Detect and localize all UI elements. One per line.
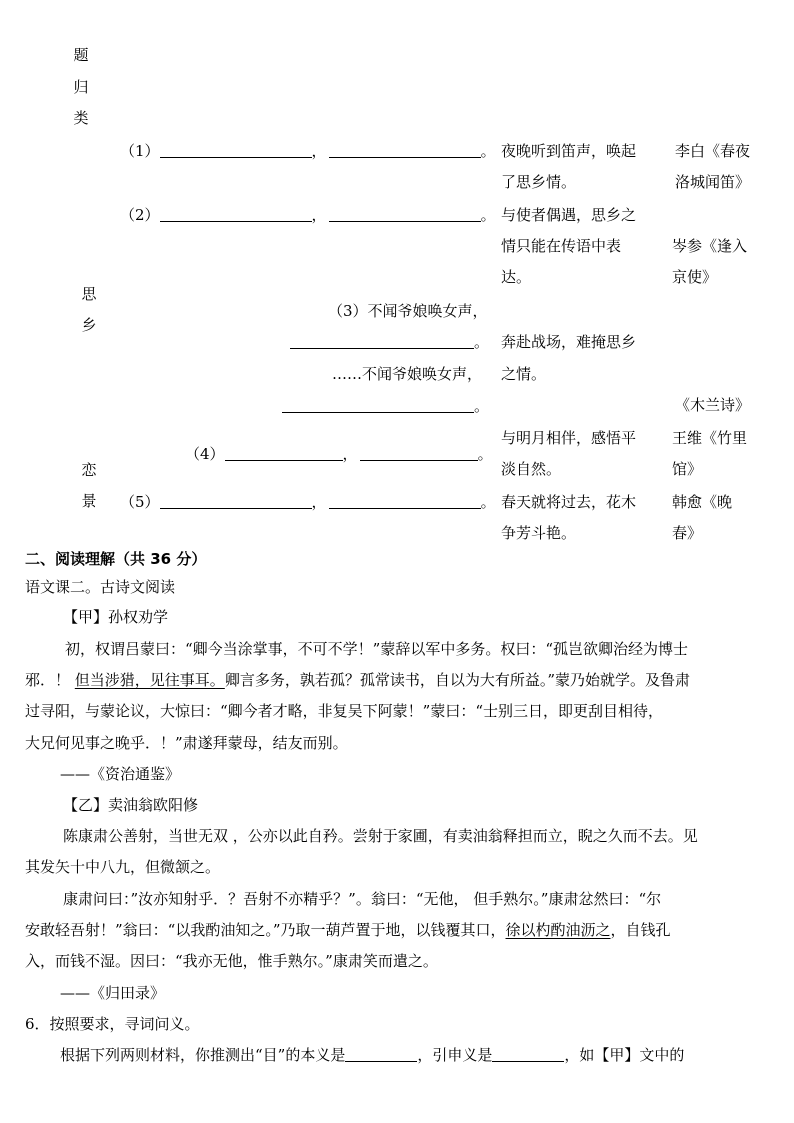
passage-yi-line-3: 康肃问曰：”汝亦知射乎．？吾射不亦精乎？”。翁曰：“无他， 但手熟尔。”康肃忿然曰：“尔	[63, 890, 662, 908]
row-1-meaning-line-1: 夜晚听到笛声，唤起	[501, 142, 637, 160]
row-2-meaning-line-2: 情只能在传语中表	[501, 237, 622, 255]
passage-yi-line-4	[25, 920, 671, 940]
row-1-comma: ，	[311, 142, 327, 160]
passage-jia-line-1: 初，权谓吕蒙曰：“卿今当涂掌事，不可不学！”蒙辞以军中多务。权曰：“孤岂欲卿治经为博士	[65, 640, 689, 658]
row-3-line-4	[282, 396, 489, 416]
row-3-text-2: ……不闻爷娘唤女声，	[332, 365, 483, 383]
question-6-text-part-1: 根据下列两则材料，你推测出“目”的本义是	[60, 1046, 346, 1064]
row-1-fill-line	[120, 141, 496, 161]
row-5-meaning-line-2: 争芳斗艳。	[501, 524, 577, 542]
row-4-source-line-1: 王维《竹里	[672, 429, 748, 447]
row-1-source-line-1: 李白《春夜	[675, 142, 751, 160]
category-label-tigui-2: 归	[73, 78, 89, 96]
question-6-blank-1[interactable]	[345, 1046, 417, 1062]
category-label-tigui-3: 类	[73, 109, 89, 127]
row-1-source-line-2: 洛城闻笛》	[675, 173, 751, 191]
row-2-blank-2[interactable]	[329, 206, 481, 222]
passage-jia-title: 【甲】孙权劝学	[63, 608, 169, 626]
category-label-sixiang-2: 乡	[81, 316, 97, 334]
passage-jia-line-3: 过寻阳，与蒙论议，大惊曰：“卿今者才略，非复吴下阿蒙！”蒙曰：“士别三日，即更刮目相待，	[25, 702, 664, 720]
passage-yi-line-4-start: 安敢轻吾射！”翁曰：“以我酌油知之。”乃取一葫芦置于地，以钱覆其口，	[25, 921, 506, 939]
row-2-number: （2）	[120, 206, 160, 224]
question-6-text	[60, 1045, 684, 1065]
row-5-period: 。	[480, 493, 496, 511]
category-label-tigui-1: 题	[73, 46, 89, 64]
row-5-comma: ，	[311, 493, 327, 511]
row-4-meaning-line-2: 淡自然。	[501, 460, 562, 478]
passage-yi-line-2: 其发矢十中八九，但微颔之。	[25, 858, 221, 876]
category-label-lianjing-2: 景	[81, 492, 97, 510]
row-3-line-2	[290, 332, 489, 352]
row-3-meaning-line-2: 之情。	[501, 365, 547, 383]
row-3-blank-2[interactable]	[282, 397, 474, 413]
row-4-fill-line	[185, 444, 493, 464]
row-5-source-line-2: 春》	[672, 524, 703, 542]
row-3-meaning-line-1: 奔赴战场，难掩思乡	[501, 333, 637, 351]
row-1-blank-1[interactable]	[160, 142, 312, 158]
row-3-number: （3）	[328, 302, 368, 320]
row-2-blank-1[interactable]	[160, 206, 312, 222]
row-5-number: （5）	[120, 493, 160, 511]
passage-jia-line-4: 大兄何见事之晚乎．！”肃遂拜蒙母，结友而别。	[25, 734, 348, 752]
row-5-meaning-line-1: 春天就将过去，花木	[501, 493, 637, 511]
passage-yi-source: ——《归田录》	[60, 984, 166, 1002]
row-2-meaning-line-3: 达。	[501, 268, 532, 286]
category-label-lianjing-1: 恋	[81, 461, 97, 479]
row-5-blank-1[interactable]	[160, 493, 312, 509]
passage-jia-source: ——《资治通鉴》	[60, 765, 181, 783]
row-4-source-line-2: 馆》	[672, 460, 703, 478]
passage-yi-line-5: 入，而钱不湿。因曰：“我亦无他，惟手熟尔。”康肃笑而遣之。	[25, 952, 438, 970]
row-5-blank-2[interactable]	[329, 493, 481, 509]
row-5-fill-line	[120, 492, 496, 512]
passage-yi-title: 【乙】卖油翁欧阳修	[63, 796, 199, 814]
row-2-period: 。	[480, 206, 496, 224]
row-1-meaning-line-2: 了思乡情。	[501, 173, 577, 191]
row-3-period-2: 。	[474, 397, 490, 415]
row-4-period: 。	[477, 445, 493, 463]
category-label-sixiang-1: 思	[81, 285, 97, 303]
row-2-source-line-1: 岑参《逢入	[672, 237, 748, 255]
question-6-text-part-3: ，如【甲】文中的	[564, 1046, 685, 1064]
row-4-meaning-line-1: 与明月相伴，感悟平	[501, 429, 637, 447]
row-3-period-1: 。	[474, 333, 490, 351]
row-4-comma: ，	[342, 445, 358, 463]
row-4-number: （4）	[185, 445, 225, 463]
row-1-blank-2[interactable]	[329, 142, 481, 158]
passage-jia-line-2-start: 邪．！	[25, 671, 71, 689]
row-4-blank-2[interactable]	[360, 445, 478, 461]
row-1-period: 。	[480, 142, 496, 160]
row-4-blank-1[interactable]	[225, 445, 343, 461]
passage-jia-line-2-end: 卿言多务，孰若孤？孤常读书，自以为大有所益。”蒙乃始就学。及鲁肃	[224, 671, 690, 689]
passage-yi-line-1: 陈康肃公善射，当世无双 ，公亦以此自矜。尝射于家圃，有卖油翁释担而立，睨之久而不去。见	[63, 827, 698, 845]
row-2-source-line-2: 京使》	[672, 268, 718, 286]
question-6-text-part-2: ，引申义是	[417, 1046, 493, 1064]
row-3-source: 《木兰诗》	[675, 396, 751, 414]
passage-jia-underlined-phrase: 但当涉猎，见往事耳。	[74, 671, 225, 689]
row-2-comma: ，	[311, 206, 327, 224]
row-2-fill-line	[120, 205, 496, 225]
passage-jia-line-2	[25, 670, 690, 690]
passage-yi-line-4-end: ，自钱孔	[610, 921, 671, 939]
row-5-source-line-1: 韩愈《晚	[672, 493, 733, 511]
section-2-subtitle: 语文课二。古诗文阅读	[25, 578, 176, 596]
question-6-title: 6．按照要求，寻词问义。	[25, 1015, 200, 1033]
passage-yi-underlined-phrase: 徐以杓酌油沥之	[505, 921, 611, 939]
section-2-title: 二、阅读理解（共 36 分）	[25, 550, 207, 568]
row-1-number: （1）	[120, 142, 160, 160]
row-2-meaning-line-1: 与使者偶遇，思乡之	[501, 206, 637, 224]
row-3-line-1	[328, 301, 488, 321]
question-6-blank-2[interactable]	[492, 1046, 564, 1062]
row-3-text-1: 不闻爷娘唤女声，	[367, 302, 488, 320]
row-3-blank-1[interactable]	[290, 333, 474, 349]
